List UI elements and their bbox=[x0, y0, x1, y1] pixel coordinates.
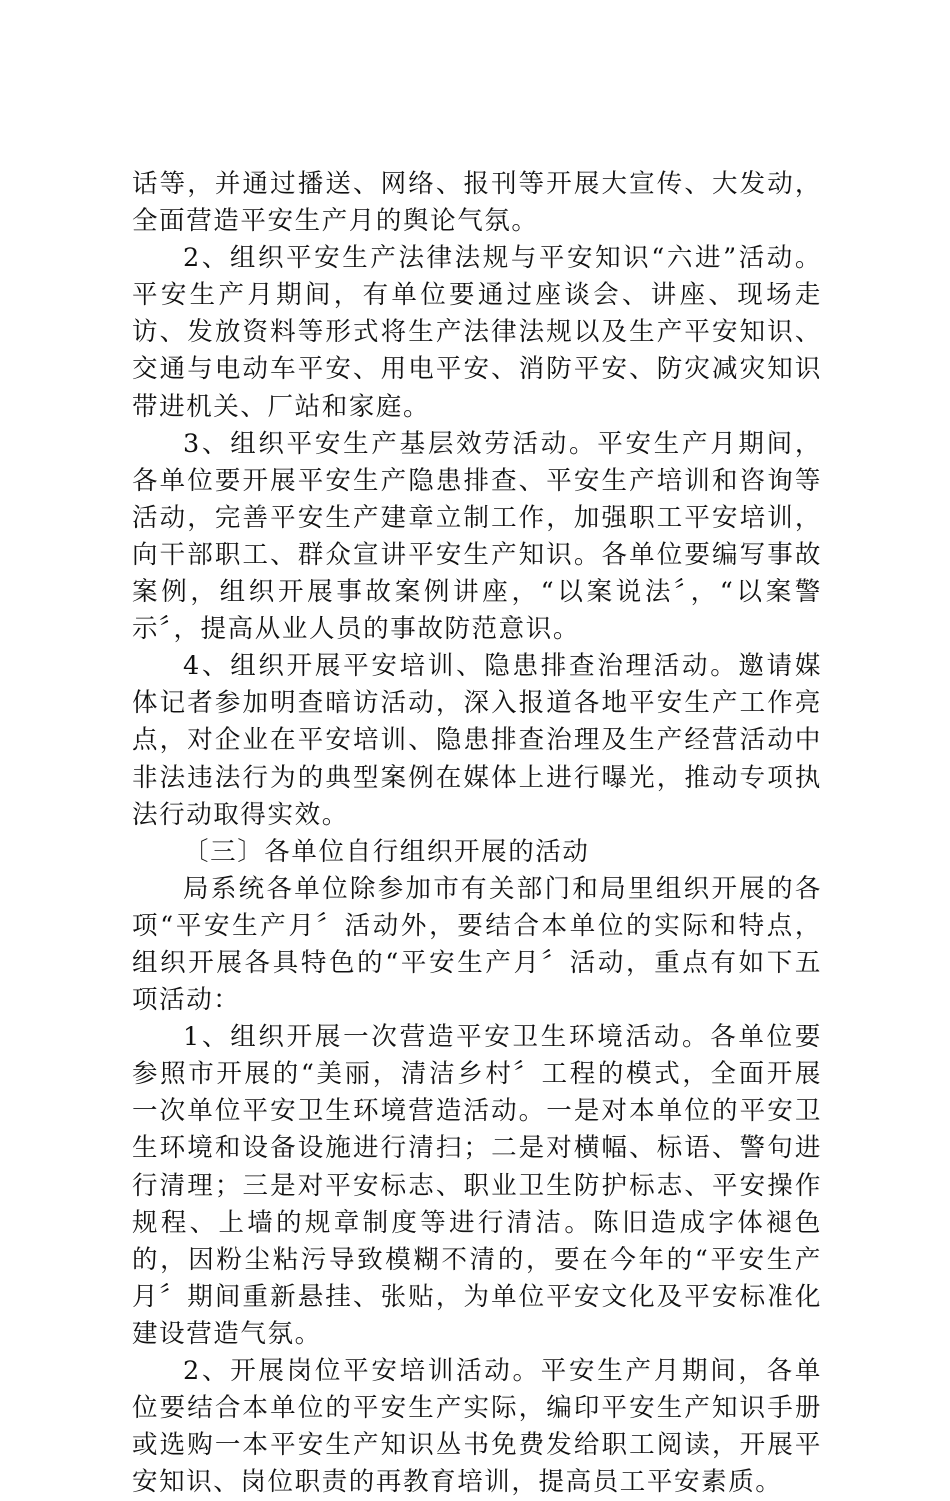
section-heading-unit-activities: 〔三〕各单位自行组织开展的活动 bbox=[183, 836, 590, 867]
document-body bbox=[132, 166, 822, 1501]
paragraph-item-3-grassroots-service: 3、组织平安生产基层效劳活动。平安生产月期间，各单位要开展平安生产隐患排查、平安生产培训和咨询等活动，完善平安生产建章立制工作，加强职工平安培训，向干部职工、群众宣讲平安生产知识。各单位要编写事故案例，组织开展事故案例讲座，“以案说法〞，“以案警示〞，提高从业人员的事故防范意识。 bbox=[132, 428, 822, 645]
paragraph-continuation: 话等，并通过播送、网络、报刊等开展大宣传、大发动，全面营造平安生产月的舆论气氛。 bbox=[132, 169, 822, 237]
paragraph-item-2-post-training: 2、开展岗位平安培训活动。平安生产月期间，各单位要结合本单位的平安生产实际，编印平安生产知识手册或选购一本平安生产知识丛书免费发给职工阅读，开展平安知识、岗位职责的再教育培训，提高员工平安素质。 bbox=[132, 1356, 822, 1498]
paragraph-item-2-law-education: 2、组织平安生产法律法规与平安知识“六进”活动。平安生产月期间，有单位要通过座谈会、讲座、现场走访、发放资料等形式将生产法律法规以及生产平安知识、交通与电动车平安、用电平安、消防平安、防灾减灾知识带进机关、厂站和家庭。 bbox=[132, 243, 822, 422]
paragraph-section-intro: 局系统各单位除参加市有关部门和局里组织开展的各项“平安生产月〞活动外，要结合本单位的实际和特点，组织开展各具特色的“平安生产月〞活动，重点有如下五项活动： bbox=[132, 873, 822, 1016]
paragraph-item-4-training-inspection: 4、组织开展平安培训、隐患排查治理活动。邀请媒体记者参加明查暗访活动，深入报道各地平安生产工作亮点，对企业在平安培训、隐患排查治理及生产经营活动中非法违法行为的典型案例在媒体上进行曝光，推动专项执法行动取得实效。 bbox=[132, 651, 822, 830]
paragraph-item-1-environment: 1、组织开展一次营造平安卫生环境活动。各单位要参照市开展的“美丽，清洁乡村〞工程的模式，全面开展一次单位平安卫生环境营造活动。一是对本单位的平安卫生环境和设备设施进行清扫；二是对横幅、标语、警句进行清理；三是对平安标志、职业卫生防护标志、平安操作规程、上墙的规章制度等进行清洁。陈旧造成字体褪色的，因粉尘粘污导致模糊不清的，要在今年的“平安生产月〞期间重新悬挂、张贴，为单位平安文化及平安标准化建设营造气氛。 bbox=[132, 1022, 822, 1349]
